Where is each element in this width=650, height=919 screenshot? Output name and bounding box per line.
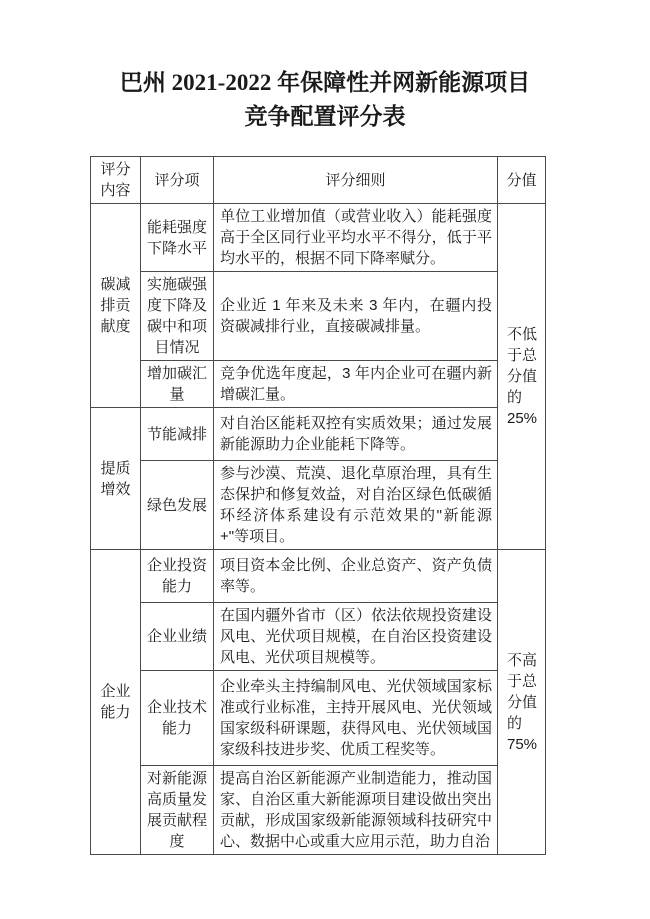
item-cell: 企业业绩 (141, 603, 214, 671)
detail-cell: 项目资本金比例、企业总资产、资产负债率等。 (214, 550, 498, 603)
detail-cell: 提高自治区新能源产业制造能力，推动国家、自治区重大新能源项目建设做出突出贡献，形成国家级新能源领域科技研究中心、数据中心或重大应用示范，助力自治 (214, 766, 498, 855)
table-row (91, 766, 546, 855)
table-row (91, 408, 546, 461)
item-cell: 绿色发展 (141, 461, 214, 550)
page-title (0, 66, 650, 134)
table-row (91, 361, 546, 408)
header-cell-score: 分值 (498, 157, 546, 204)
table-row (91, 550, 546, 603)
item-cell: 能耗强度下降水平 (141, 204, 214, 272)
detail-cell: 在国内疆外省市（区）依法依规投资建设风电、光伏项目规模，在自治区投资建设风电、光伏项目规模等。 (214, 603, 498, 671)
header-cell-content: 评分内容 (91, 157, 141, 204)
detail-cell: 单位工业增加值（或营业收入）能耗强度高于全区同行业平均水平不得分，低于平均水平的，根据不同下降率赋分。 (214, 204, 498, 272)
detail-cell: 企业牵头主持编制风电、光伏领域国家标准或行业标准，主持开展风电、光伏领域国家级科研课题，获得风电、光伏领域国家级科技进步奖、优质工程奖等。 (214, 671, 498, 766)
table-row (91, 461, 546, 550)
item-cell: 企业投资能力 (141, 550, 214, 603)
detail-cell: 对自治区能耗双控有实质效果；通过发展新能源助力企业能耗下降等。 (214, 408, 498, 461)
score-cell-75pct: 不高于总分值的75% (498, 550, 546, 855)
table-row (91, 272, 546, 361)
page-title-line2: 竞争配置评分表 (244, 104, 406, 129)
score-cell-25pct: 不低于总分值的25% (498, 204, 546, 550)
detail-cell: 竞争优选年度起，3 年内企业可在疆内新增碳汇量。 (214, 361, 498, 408)
item-cell: 企业技术能力 (141, 671, 214, 766)
scoring-table (90, 156, 546, 855)
detail-cell: 企业近 1 年来及未来 3 年内，在疆内投资碳减排行业，直接碳减排量。 (214, 272, 498, 361)
table-header-row (91, 157, 546, 204)
header-cell-detail: 评分细则 (214, 157, 498, 204)
table-row (91, 603, 546, 671)
table-row (91, 204, 546, 272)
item-cell: 实施碳强度下降及碳中和项目情况 (141, 272, 214, 361)
item-cell: 对新能源高质量发展贡献程度 (141, 766, 214, 855)
group-cell-quality-improvement: 提质增效 (91, 408, 141, 550)
item-cell: 增加碳汇量 (141, 361, 214, 408)
detail-cell: 参与沙漠、荒漠、退化草原治理，具有生态保护和修复效益，对自治区绿色低碳循环经济体系建设有示范效果的"新能源+"等项目。 (214, 461, 498, 550)
page-title-line1: 巴州 2021-2022 年保障性并网新能源项目 (119, 70, 531, 95)
group-cell-enterprise-capability: 企业能力 (91, 550, 141, 855)
group-cell-carbon-reduction: 碳减排贡献度 (91, 204, 141, 408)
item-cell: 节能减排 (141, 408, 214, 461)
header-cell-item: 评分项 (141, 157, 214, 204)
table-row (91, 671, 546, 766)
